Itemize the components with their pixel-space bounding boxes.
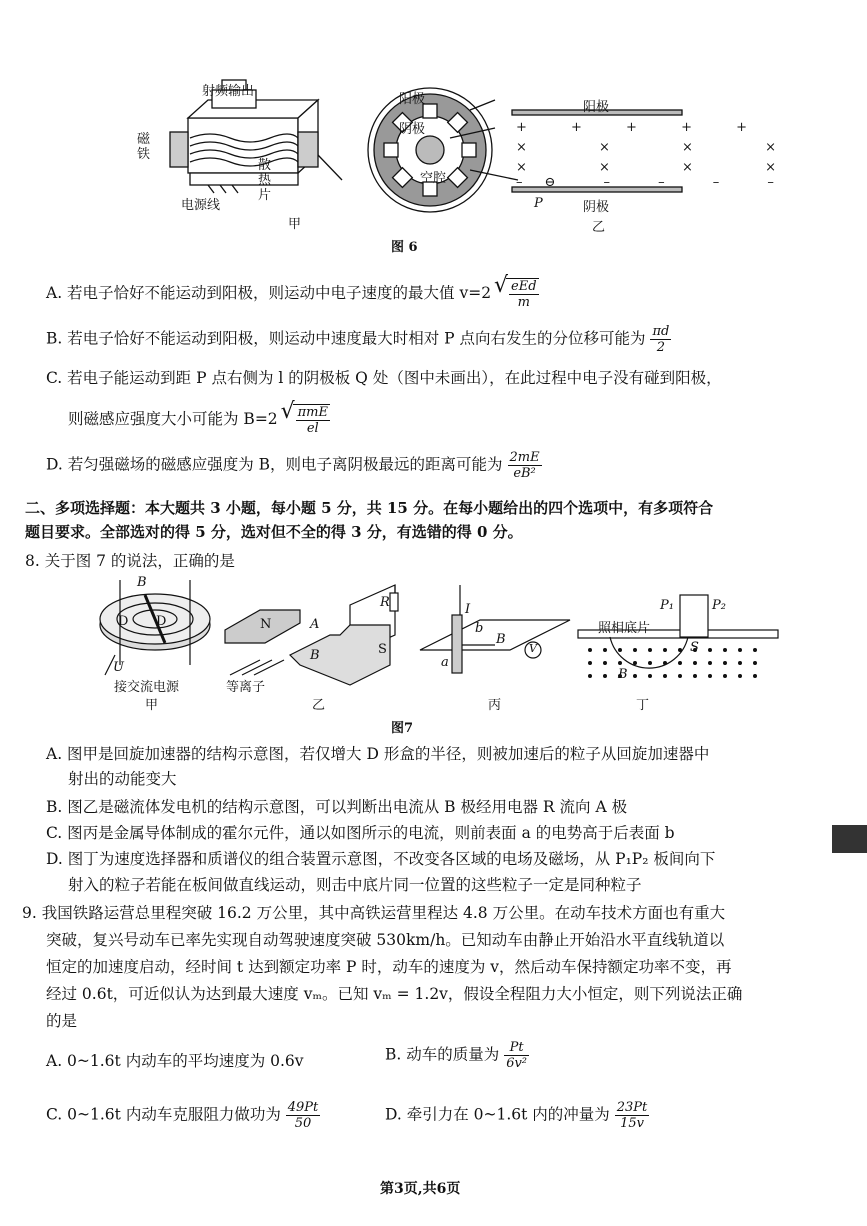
- fig6-yi-p-label: P: [534, 196, 543, 211]
- fig7-jia-u: U: [113, 660, 124, 675]
- q9-b-num: Pt: [504, 1040, 529, 1056]
- fig7-jia-d2: D: [156, 614, 167, 629]
- figure-7-drawing: [90, 575, 790, 690]
- fig6-yi-plus-row: + + + + +: [516, 120, 767, 135]
- q7-option-c-line1: C. 若电子能运动到距 P 点右侧为 l 的阴极板 Q 处（图中未画出），在此过程中电子没有碰到阳极，: [46, 369, 722, 387]
- fig7-yi-s: S: [378, 642, 387, 657]
- fig7-ding-film: 照相底片: [598, 621, 651, 636]
- fig6-yi-cathode-label: 阴极: [583, 200, 610, 215]
- fig7-bing-b: b: [475, 621, 484, 636]
- q9-c-den: 50: [294, 1116, 312, 1131]
- fig6-yi-minus-row: –⊖ – – – –: [516, 175, 796, 190]
- q7-option-c-text: 则磁感应强度大小可能为 B=2: [68, 410, 278, 428]
- q7-a-den: m: [517, 295, 530, 310]
- q9-option-d-text: D. 牵引力在 0~1.6t 内的冲量为: [385, 1105, 610, 1124]
- fig6-cathode-label: 阴极: [399, 122, 426, 137]
- fig7-jia-source: 接交流电源: [114, 680, 180, 695]
- fig7-bing-label: 丙: [488, 698, 502, 713]
- q9-d-den: 15v: [620, 1116, 644, 1131]
- q9-d-num: 23Pt: [616, 1100, 648, 1115]
- q9-stem-line1: 9. 我国铁路运营总里程突破 16.2 万公里，其中高铁运营里程达 4.8 万公里。在动车技术方面也有重大: [22, 904, 726, 922]
- q9-option-b: [385, 1040, 529, 1071]
- fig6-yi-cross-row1: × × × ×: [516, 140, 810, 155]
- q7-c-den: el: [306, 421, 319, 436]
- fig6-jia-fin-label: 散 热 片: [258, 158, 272, 203]
- q7-d-num: 2mE: [509, 450, 540, 465]
- q9-option-a: A. 0~1.6t 内动车的平均速度为 0.6v: [46, 1052, 304, 1070]
- q8-option-b: B. 图乙是磁流体发电机的结构示意图，可以判断出电流从 B 极经用电器 R 流向 A 极: [46, 798, 628, 816]
- q8-option-d-line2: 射入的粒子若能在板间做直线运动，则击中底片同一位置的这些粒子一定是同种粒子: [68, 876, 642, 894]
- q7-option-b-text: B. 若电子恰好不能运动到阳极，则运动中速度最大时相对 P 点向右发生的分位移可能为: [46, 329, 646, 348]
- q7-b-num: πd: [652, 324, 670, 339]
- fig6-jia-top-label: 射频输出: [202, 84, 255, 99]
- q9-c-num: 49Pt: [287, 1100, 319, 1115]
- page-edge-tab: [832, 825, 867, 853]
- q9-option-c-text: C. 0~1.6t 内动车克服阻力做功为: [46, 1105, 281, 1124]
- q9-stem-line3: 恒定的加速度启动，经时间 t 达到额定功率 P 时，动车的速度为 v，然后动车保持额定功率不变，再: [46, 958, 732, 976]
- q9-stem-line2: 突破，复兴号动车已率先实现自动驾驶速度突破 530km/h。已知动车由静止开始沿水平直线轨道以: [46, 931, 725, 949]
- fig7-ding-p1: P₁: [660, 598, 674, 613]
- fig7-jia-label: 甲: [145, 698, 159, 713]
- fig7-ding-b: B: [618, 667, 628, 682]
- fig6-anode-label: 阳极: [399, 92, 426, 107]
- fig7-yi-plasma: 等离子: [226, 680, 266, 695]
- q9-b-den: 6v²: [506, 1056, 528, 1071]
- q8-option-a-line1: A. 图甲是回旋加速器的结构示意图，若仅增大 D 形盒的半径，则被加速后的粒子从回旋加速器中: [46, 745, 710, 763]
- q7-c-num: √ πmE: [297, 405, 328, 420]
- figure-7-caption: 图7: [391, 721, 414, 736]
- q8-option-c: C. 图丙是金属导体制成的霍尔元件，通以如图所示的电流，则前表面 a 的电势高于后表面 b: [46, 824, 675, 842]
- fig7-bing-a: a: [441, 655, 449, 670]
- q7-b-den: 2: [656, 340, 666, 355]
- fig7-yi-n: N: [260, 617, 272, 632]
- q9-option-c: [46, 1100, 320, 1131]
- q7-a-num: √ eEd: [511, 279, 537, 294]
- q7-d-den: eB²: [513, 466, 536, 481]
- fig7-yi-label: 乙: [312, 698, 326, 713]
- q8-stem: 8. 关于图 7 的说法，正确的是: [25, 552, 235, 570]
- fig7-bing-v: V: [529, 642, 537, 655]
- fig6-cavity-label: 空腔: [420, 171, 447, 186]
- q9-option-b-text: B. 动车的质量为: [385, 1045, 500, 1064]
- q7-option-a-text: A. 若电子恰好不能运动到阳极，则运动中电子速度的最大值 v=2: [46, 284, 492, 302]
- fig7-ding-label: 丁: [636, 698, 650, 713]
- fig7-ding-p2: P₂: [712, 598, 726, 613]
- fig7-bing-i: I: [465, 602, 471, 617]
- fig6-jia-label: 甲: [288, 217, 302, 232]
- q8-option-a-line2: 射出的动能变大: [68, 770, 177, 788]
- q7-option-b: [46, 324, 671, 355]
- q7-option-a: [46, 278, 539, 310]
- section2-heading-line1: 二、多项选择题：本大题共 3 小题，每小题 5 分，共 15 分。在每小题给出的四个选项中，有多项符合: [25, 499, 714, 517]
- fig7-yi-a: A: [310, 617, 320, 632]
- q8-option-d-line1: D. 图丁为速度选择器和质谱仪的组合装置示意图，不改变各区域的电场及磁场，从 P₁P₂ 板间向下: [46, 850, 716, 868]
- fig6-yi-anode-label: 阳极: [583, 100, 610, 115]
- q9-option-d: [385, 1100, 649, 1131]
- fig7-jia-d1: D: [118, 614, 129, 629]
- fig7-jia-b: B: [137, 575, 147, 590]
- fig7-yi-r: R: [380, 595, 390, 610]
- section2-heading-line2: 题目要求。全部选对的得 5 分，选对但不全的得 3 分，有选错的得 0 分。: [25, 523, 523, 541]
- fig6-jia-magnet-label: 磁 铁: [137, 132, 151, 162]
- fig6-yi-cross-row2: × × × ×: [516, 160, 810, 175]
- fig7-bing-field: B: [496, 632, 506, 647]
- figure-6-caption: 图 6: [391, 240, 418, 255]
- q7-option-d: [46, 450, 542, 481]
- fig7-yi-b: B: [310, 648, 320, 663]
- q9-stem-line4: 经过 0.6t，可近似认为达到最大速度 vₘ。已知 vₘ = 1.2v，假设全程阻力大小恒定，则下列说法正确: [46, 985, 743, 1003]
- fig7-ding-s: S: [690, 640, 699, 655]
- fig6-jia-power-label: 电源线: [181, 198, 221, 213]
- q9-stem-line5: 的是: [46, 1012, 78, 1030]
- page-footer: 第3页,共6页: [380, 1181, 461, 1197]
- q7-option-d-text: D. 若匀强磁场的磁感应强度为 B，则电子离阴极最远的距离可能为: [46, 455, 503, 474]
- fig6-yi-label: 乙: [592, 220, 606, 235]
- q7-option-c-line2: [68, 404, 330, 436]
